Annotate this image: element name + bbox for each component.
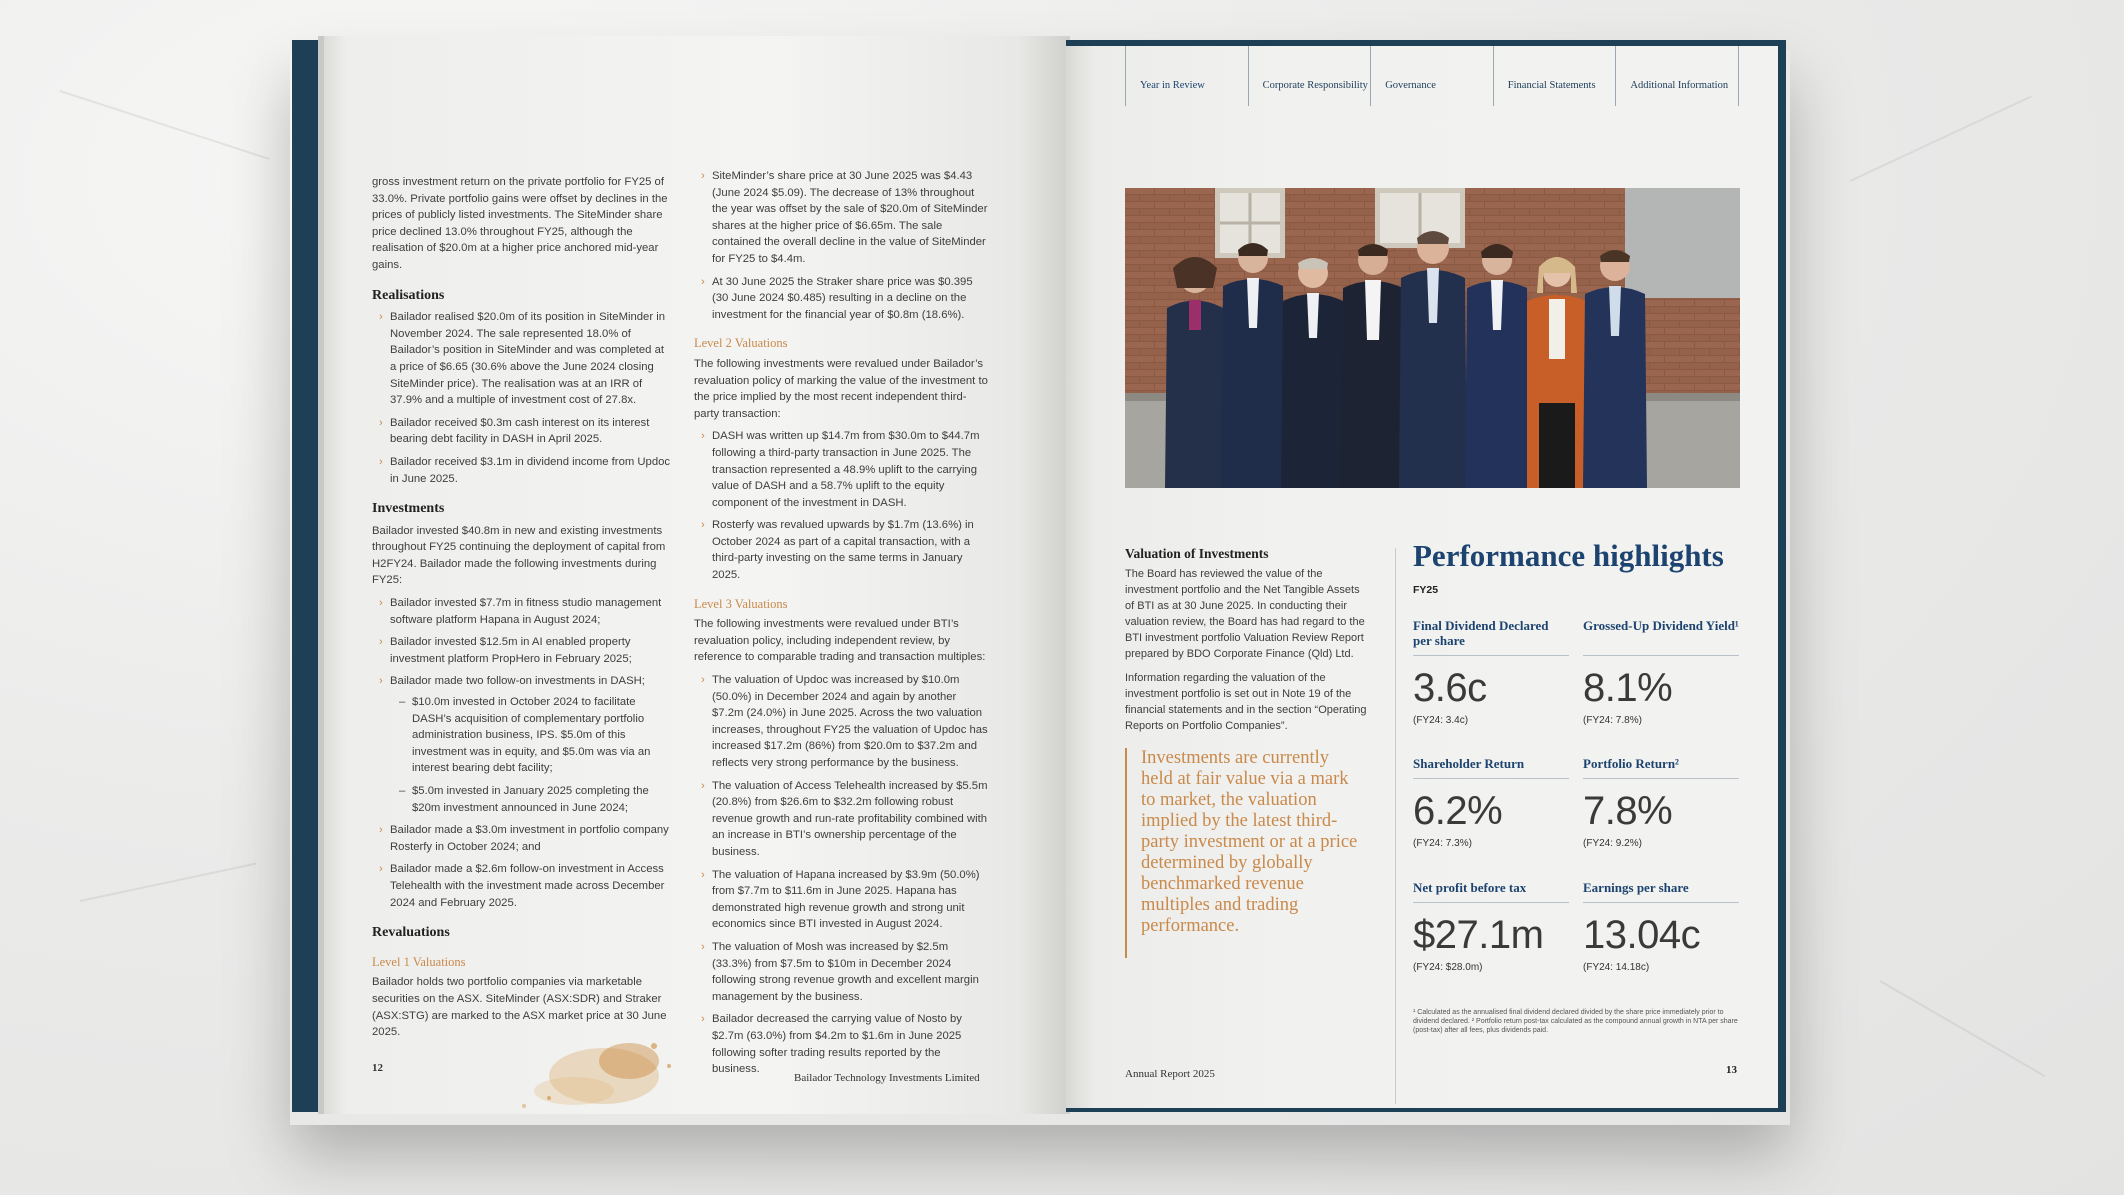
dash-sub-list: [390, 694, 672, 816]
metric-portfolio-return: [1583, 756, 1739, 849]
list-item: › SiteMinder’s share price at 30 June 2025 was $4.43 (June 2024 $5.09). The decrease of 13% throughout the year was offset by the sale of $20.0m of SiteMinder shares at the higher price of $6.65m. The sale contained the overall decline in the value of SiteMinder for FY25 to $4.4m.: [712, 168, 990, 268]
list-item: › Bailador made a $3.0m investment in portfolio company Rosterfy in October 2024; and: [390, 822, 672, 855]
metric-grossed-up-yield: [1583, 618, 1739, 726]
footnote: ¹ Calculated as the annualised final dividend declared divided by the share price immediately prior to dividend declared. ² Portfolio return post-tax calculated as the compound annual growth in NTA per share (post-tax) after all fees, plus dividends paid.: [1413, 1009, 1738, 1034]
realisations-list: [372, 309, 672, 487]
nav-tab-governance[interactable]: Governance: [1370, 46, 1493, 106]
investments-list: [372, 595, 672, 911]
list-item: › Bailador received $0.3m cash interest on its interest bearing debt facility in DASH in April 2025.: [390, 415, 672, 448]
list-item: › The valuation of Updoc was increased by $10.0m (50.0%) in December 2024 and again by another $7.2m (24.0%) in June 2025. Across the two valuation increases, throughout FY25 the valuation of Updoc has increased $17.2m (86%) from $20.0m to $37.2m and reflects very strong performance by the business.: [712, 672, 990, 772]
metric-label: Final Dividend Declared per share: [1413, 618, 1569, 656]
marble-vein: [60, 90, 270, 160]
level1-heading: Level 1 Valuations: [372, 954, 466, 969]
team-photo: [1125, 188, 1740, 488]
metric-label: Net profit before tax: [1413, 880, 1569, 903]
level3-heading: Level 3 Valuations: [694, 596, 788, 611]
left-page: [318, 36, 1070, 1114]
section-nav: [1125, 46, 1739, 106]
investments-intro: Bailador invested $40.8m in new and existing investments throughout FY25 continuing the deployment of capital from H2FY24. Bailador made the following investments during FY25:: [372, 524, 666, 587]
level1-bullets: [694, 168, 990, 323]
valuation-paragraph-2: Information regarding the valuation of the investment portfolio is set out in Note 19 of the financial statements and in the section “Operating Reports on Portfolio Companies”.: [1125, 672, 1367, 732]
left-column-2: [694, 168, 990, 1084]
page-number-right: 13: [1726, 1064, 1737, 1076]
metric-label: Grossed-Up Dividend Yield¹: [1583, 618, 1739, 656]
nav-tab-label: Corporate Responsibility: [1262, 80, 1368, 91]
footer-company: Bailador Technology Investments Limited: [794, 1072, 980, 1084]
metric-final-dividend: [1413, 618, 1569, 726]
list-item: › Bailador received $3.1m in dividend income from Updoc in June 2025.: [390, 454, 672, 487]
level3-bullets: [694, 672, 990, 1078]
metric-previous: (FY24: $28.0m): [1413, 962, 1483, 973]
marble-vein: [80, 863, 256, 902]
metric-net-profit: [1413, 880, 1569, 973]
highlights-title: Performance highlights: [1413, 538, 1724, 573]
realisations-heading: Realisations: [372, 287, 445, 303]
metric-previous: (FY24: 7.8%): [1583, 715, 1642, 726]
metric-value: 8.1%: [1583, 666, 1673, 710]
list-item: [390, 673, 672, 816]
list-item: › Bailador made a $2.6m follow-on investment in Access Telehealth with the investment made across December 2024 and February 2025.: [390, 861, 672, 911]
list-item: › The valuation of Hapana increased by $3.9m (50.0%) from $7.7m to $11.6m in June 2025. Hapana has demonstrated high revenue growth and strong unit economics since BTI invested in August 2024.: [712, 867, 990, 933]
level2-intro: The following investments were revalued under Bailador’s revaluation policy of marking the value of the investment to the price implied by the most recent independent third-party transaction:: [694, 357, 988, 420]
dash-item-text: Bailador made two follow-on investments in DASH;: [390, 675, 645, 688]
page-number-left: 12: [372, 1062, 383, 1074]
metric-value: 7.8%: [1583, 789, 1673, 833]
valuation-paragraph-1: The Board has reviewed the value of the investment portfolio and the Net Tangible Assets of BTI as at 30 June 2025. In conducting their valuation review, the Board has had regard to the BTI investment portfolio Valuation Review Report prepared by BDO Corporate Finance (Qld) Ltd.: [1125, 568, 1365, 660]
nav-tab-corporate-responsibility[interactable]: [1248, 46, 1371, 106]
metric-label: Earnings per share: [1583, 880, 1739, 903]
metric-eps: [1583, 880, 1739, 973]
metric-label: Portfolio Return²: [1583, 756, 1739, 779]
nav-tab-year-in-review[interactable]: Year in Review: [1125, 46, 1248, 106]
nav-tab-financial-statements[interactable]: Financial Statements: [1493, 46, 1616, 106]
list-item: › Bailador invested $7.7m in fitness studio management software platform Hapana in August 2024;: [390, 595, 672, 628]
list-item: › The valuation of Mosh was increased by $2.5m (33.3%) from $7.5m to $10m in December 2024 following strong revenue growth and excellent margin management by the business.: [712, 939, 990, 1005]
metric-label: Shareholder Return: [1413, 756, 1569, 779]
list-item: › Bailador invested $12.5m in AI enabled property investment platform PropHero in February 2025;: [390, 634, 672, 667]
list-item: – $5.0m invested in January 2025 completing the $20m investment announced in June 2024;: [412, 783, 672, 816]
list-item: › Bailador realised $20.0m of its position in SiteMinder in November 2024. The sale represented 18.0% of Bailador’s position in SiteMinder and was completed at a price of $6.65 (30.6% above the June 2024 closing SiteMinder price). The realisation was at an IRR of 37.9% and a multiple of investment cost of 27.8x.: [390, 309, 672, 409]
left-cover-edge: [292, 40, 318, 1112]
highlights-subtitle: FY25: [1413, 584, 1439, 596]
list-item: – $10.0m invested in October 2024 to facilitate DASH’s acquisition of complementary portfolio administration business, IPS. $5.0m of this investment was in equity, and $5.0m was via an interest bearing debt facility;: [412, 694, 672, 777]
metric-previous: (FY24: 3.4c): [1413, 715, 1469, 726]
marble-vein: [1850, 96, 2032, 182]
list-item: › The valuation of Access Telehealth increased by $5.5m (20.8%) from $26.6m to $32.2m following robust revenue growth and run-rate profitability combined with an increase in BTI’s ownership percentage of the business.: [712, 778, 990, 861]
list-item: › DASH was written up $14.7m from $30.0m to $44.7m following a third-party transaction in June 2025. The transaction represented a 48.9% uplift to the carrying value of DASH and a 58.7% uplift to the equity component of the investment in DASH.: [712, 428, 990, 511]
level3-intro: The following investments were revalued under BTI’s revaluation policy, including independent review, by reference to comparable trading and transaction multiples:: [694, 618, 986, 664]
investments-heading: Investments: [372, 501, 445, 517]
marble-vein: [1880, 980, 2046, 1077]
metric-value: 3.6c: [1413, 666, 1487, 710]
column-divider: [1395, 548, 1396, 1104]
list-item: › Rosterfy was revalued upwards by $1.7m (13.6%) in October 2024 as part of a capital transaction, with a third-party investing on the same terms in January 2025.: [712, 517, 990, 583]
level1-text: Bailador holds two portfolio companies via marketable securities on the ASX. SiteMinder (ASX:SDR) and Straker (ASX:STG) are marked to the ASX market price at 30 June 2025.: [372, 976, 667, 1039]
nav-tab-additional-information[interactable]: Additional Information: [1615, 46, 1739, 106]
left-column-1: [372, 174, 672, 1047]
metric-shareholder-return: [1413, 756, 1569, 849]
metric-value: $27.1m: [1413, 913, 1544, 957]
level2-bullets: [694, 428, 990, 583]
metric-previous: (FY24: 14.18c): [1583, 962, 1650, 973]
valuation-title: Valuation of Investments: [1125, 546, 1269, 561]
metric-value: 6.2%: [1413, 789, 1503, 833]
metric-previous: (FY24: 7.3%): [1413, 838, 1472, 849]
metric-previous: (FY24: 9.2%): [1583, 838, 1642, 849]
revaluations-heading: Revaluations: [372, 925, 450, 941]
gold-dust-decoration: [454, 1016, 714, 1116]
valuation-body: [1125, 566, 1370, 742]
intro-paragraph: gross investment return on the private portfolio for FY25 of 33.0%. Private portfolio gains were offset by declines in the prices of publicly listed investments. The SiteMinder share price declined 13.0% throughout FY25, although the realisation of $20.0m at a higher price anchored mid-year gains.: [372, 176, 668, 271]
footer-annual-report: Annual Report 2025: [1125, 1068, 1215, 1080]
list-item: › At 30 June 2025 the Straker share price was $0.395 (30 June 2024 $0.485) resulting in a decline on the investment for the financial year of $0.8m (18.6%).: [712, 274, 990, 324]
metric-value: 13.04c: [1583, 913, 1701, 957]
level2-heading: Level 2 Valuations: [694, 336, 788, 351]
pull-quote: Investments are currently held at fair value via a mark to market, the valuation implied by the latest third-party investment or at a price determined by globally benchmarked revenue multiples and trading performance.: [1125, 748, 1365, 958]
list-item: › Bailador decreased the carrying value of Nosto by $2.7m (63.0%) from $4.2m to $1.6m in June 2025 following softer trading results reported by the business.: [712, 1011, 990, 1077]
